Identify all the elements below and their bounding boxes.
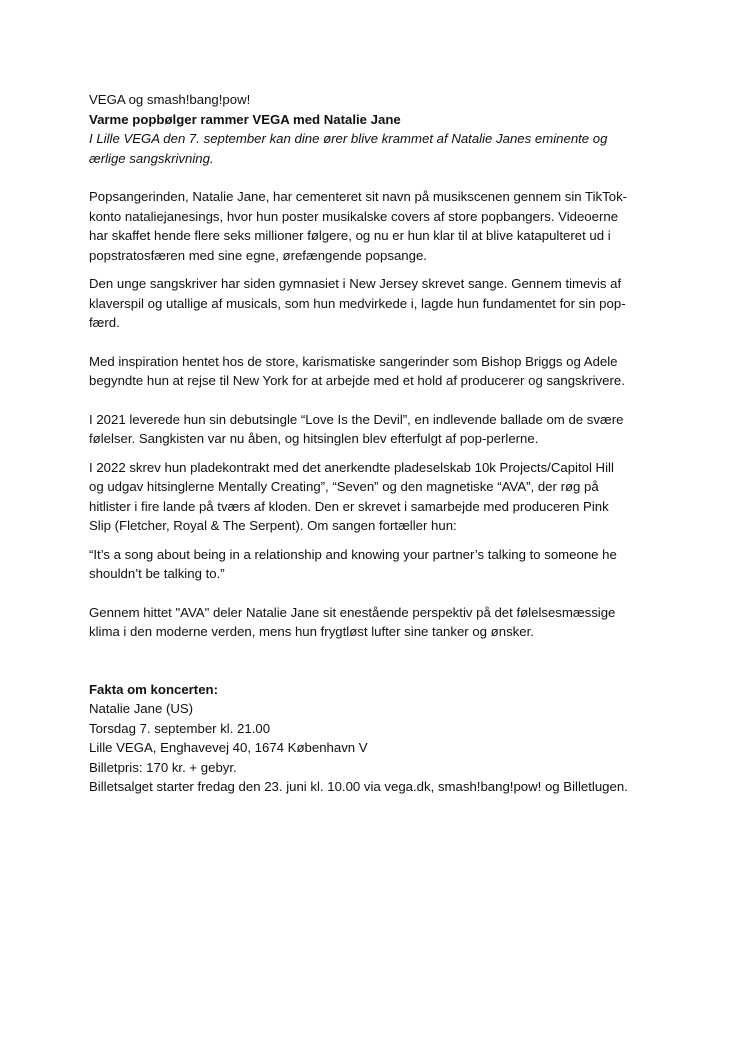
body-paragraph-1: Popsangerinden, Natalie Jane, har cementeret sit navn på musikscenen gennem sin TikTok- konto nataliejanesings, hvor hun poster musikalske covers af store popbangers. Videoerne har skaffet hende flere seks millioner følgere, og nu er hun klar til at blive katapulteret ud i popstratosfæren med sine egne, ørefængende popsange. [89, 189, 628, 263]
facts-heading: Fakta om koncerten: [89, 681, 218, 697]
lead-text: I Lille VEGA den 7. september kan dine ører blive krammet af Natalie Janes eminente og ærlige sangskrivning. [89, 131, 608, 166]
facts-artist: Natalie Jane (US) [89, 701, 194, 716]
facts-section [89, 680, 669, 797]
press-release-document [89, 90, 669, 797]
body-paragraph-4: I 2021 leverede hun sin debutsingle “Love Is the Devil”, en indlevende ballade om de svære følelser. Sangkisten var nu åben, og hitsinglen blev efterfulgt af pop-perlerne. [89, 411, 624, 446]
facts-sale-start: Billetsalget starter fredag den 23. juni kl. 10.00 via vega.dk, smash!bang!pow! og Billetlugen. [89, 779, 628, 794]
body-paragraph-3: Med inspiration hentet hos de store, karismatiske sangerinder som Bishop Briggs og Adele begyndte hun at rejse til New York for at arbejde med et hold af producerer og sangskrivere. [89, 353, 625, 388]
header-label: VEGA og smash!bang!pow! [89, 92, 251, 107]
facts-price: Billetpris: 170 kr. + gebyr. [89, 759, 237, 775]
facts-venue: Lille VEGA, Enghavevej 40, 1674 København V [89, 740, 368, 755]
quote-paragraph: “It’s a song about being in a relationship and knowing your partner’s talking to someone he shouldn’t be talking to.” [89, 546, 617, 581]
body-paragraph-7: Gennem hittet "AVA" deler Natalie Jane sit enestående perspektiv på det følelsesmæssige klima i den moderne verden, mens hun frygtløst lufter sine tanker og ønsker. [89, 604, 616, 639]
headline: Varme popbølger rammer VEGA med Natalie Jane [89, 111, 401, 127]
body-paragraph-2: Den unge sangskriver har siden gymnasiet i New Jersey skrevet sange. Gennem timevis af klaverspil og utallige af musicals, som hun medvirkede i, lagde hun fundamentet for sin pop- færd. [89, 276, 626, 330]
facts-date: Torsdag 7. september kl. 21.00 [89, 720, 271, 736]
body-paragraph-5: I 2022 skrev hun pladekontrakt med det anerkendte pladeselskab 10k Projects/Capitol Hill og udgav hitsinglerne Mentally Creating”, “Seven” og den magnetiske “AVA”, der røg på hitlister i fire lande på tværs af kloden. Den er skrevet i samarbejde med produceren Pink Slip (Fletcher, Royal & The Serpent). Om sangen fortæller hun: [89, 459, 614, 533]
